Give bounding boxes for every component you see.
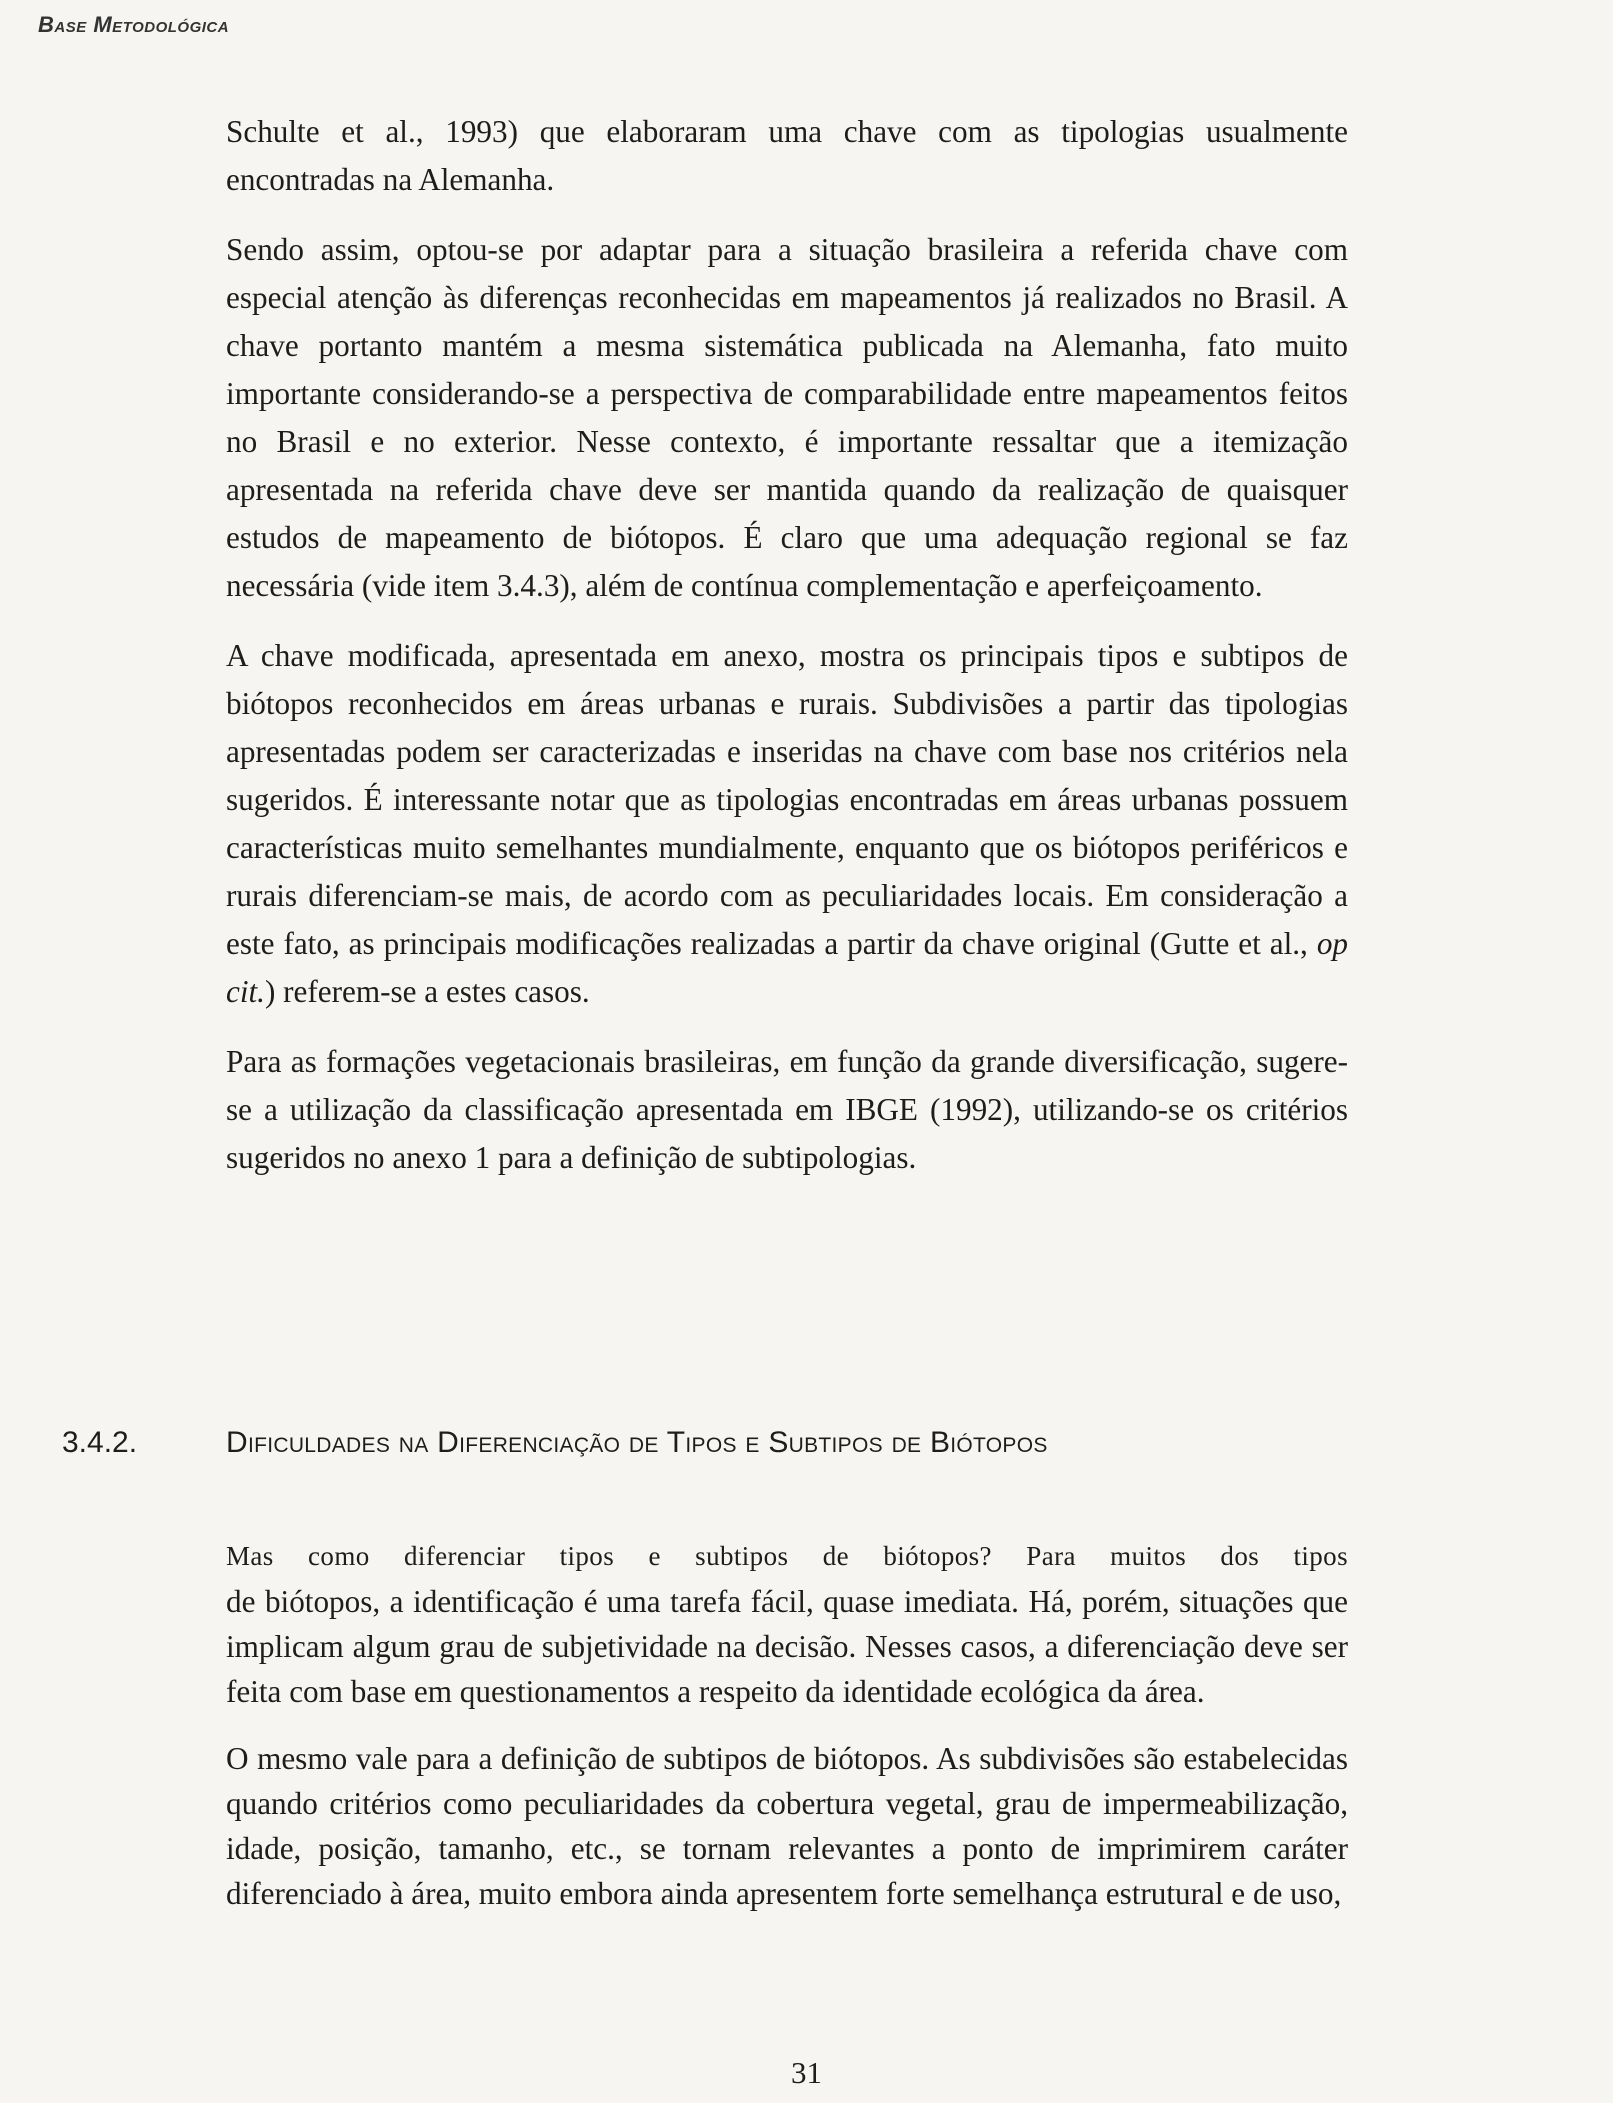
paragraph: Sendo assim, optou-se por adaptar para a situação brasileira a referida chave com especial atenção às diferenças reconhecidas em mapeamentos já realizados no Brasil. A chave portanto mantém a mesma sistemática publicada na Alemanha, fato muito importante considerando-se a perspectiva de comparabilidade entre mapeamentos feitos no Brasil e no exterior. Nesse contexto, é importante ressaltar que a itemização apresentada na referida chave deve ser mantida quando da realização de quaisquer estudos de mapeamento de biótopos. É claro que uma adequação regional se faz necessária (vide item 3.4.3), além de contínua complementação e aperfeiçoamento. [226,232,1348,603]
paragraph-text: A chave modificada, apresentada em anexo, mostra os principais tipos e subtipos de biótopos reconhecidos em áreas urbanas e rurais. Subdivisões a partir das tipologias apresentadas podem ser caracterizadas e inseridas na chave com base nos critérios nela sugeridos. É interessante notar que as tipologias encontradas em áreas urbanas possuem características muito semelhantes mundialmente, enquanto que os biótopos periféricos e rurais diferenciam-se mais, de acordo com as peculiaridades locais. Em consideração a este fato, as principais modificações realizadas a partir da chave original (Gutte et al., [226,638,1348,961]
body-text [226,108,1348,1204]
paragraph: Para as formações vegetacionais brasileiras, em função da grande diversificação, sugere-se a utilização da classificação apresentada em IBGE (1992), utilizando-se os critérios sugeridos no anexo 1 para a definição de subtipologias. [226,1044,1348,1175]
paragraph: O mesmo vale para a definição de subtipos de biótopos. As subdivisões são estabelecidas quando critérios como peculiaridades da cobertura vegetal, grau de impermeabilização, idade, posição, tamanho, etc., se tornam relevantes a ponto de imprimirem caráter diferenciado à área, muito embora ainda apresentem forte semelhança estrutural e de uso, [226,1741,1348,1911]
page-number: 31 [791,2055,822,2090]
section-body [226,1534,1348,1938]
paragraph-text-tail: ) referem-se a estes casos. [264,974,590,1009]
section-first-line: Mas como diferenciar tipos e subtipos de biótopos? Para muitos dos tipos [226,1541,1348,1571]
paragraph [226,1534,1348,1714]
running-head: Base Metodológica [38,12,230,37]
italic-reference: op cit. [226,926,1348,1009]
paragraph [226,632,1348,1016]
section-heading [62,1420,1362,1466]
section-number: 3.4.2. [62,1426,138,1459]
paragraph-text: de biótopos, a identificação é uma tarefa fácil, quase imediata. Há, porém, situações que implicam algum grau de subjetividade na decisão. Nesses casos, a diferenciação deve ser feita com base em questionamentos a respeito da identidade ecológica da área. [226,1584,1348,1709]
paragraph: Schulte et al., 1993) que elaboraram uma chave com as tipologias usualmente encontradas na Alemanha. [226,114,1348,197]
section-title: Dificuldades na Diferenciação de Tipos e Subtipos de Biótopos [226,1426,1048,1459]
